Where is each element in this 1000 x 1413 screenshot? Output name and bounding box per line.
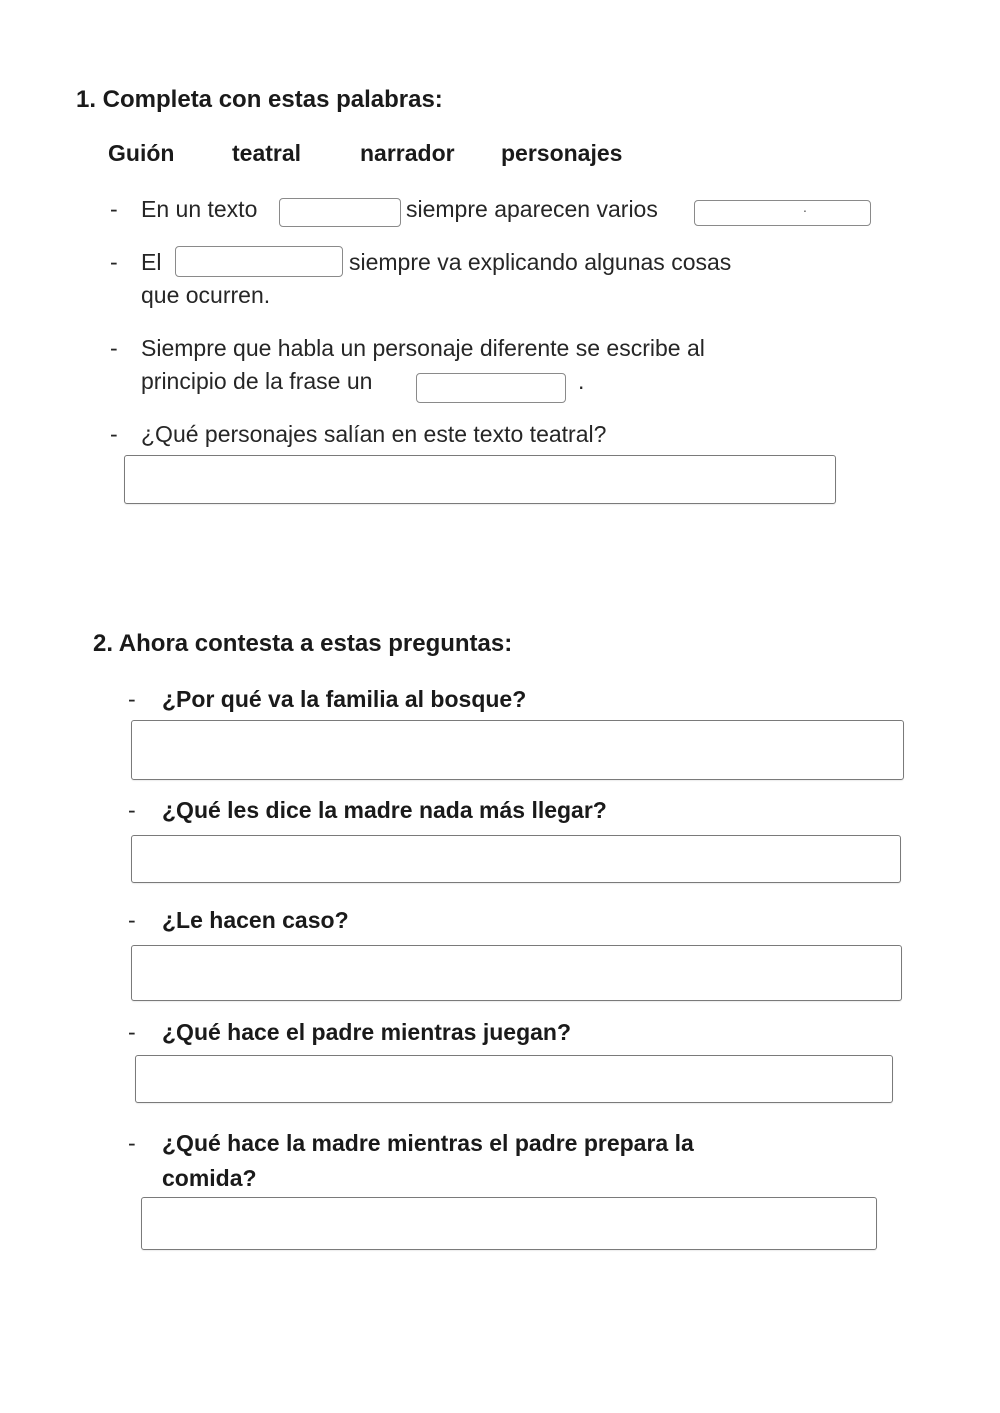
bullet-dash: -	[110, 196, 118, 222]
question-4: ¿Qué hace el padre mientras juegan?	[162, 1019, 572, 1045]
section1-question: ¿Qué personajes salían en este texto teatral?	[141, 421, 607, 447]
blank-input-1[interactable]	[279, 198, 401, 227]
bullet-dash: -	[110, 335, 118, 361]
answer-input-5[interactable]	[141, 1197, 877, 1250]
sentence1-part2: siempre aparecen varios	[406, 196, 658, 222]
bullet-dash: -	[128, 1019, 136, 1045]
bullet-dash: -	[128, 1130, 136, 1156]
question-3: ¿Le hacen caso?	[162, 907, 349, 933]
bullet-dash: -	[128, 797, 136, 823]
answer-input-characters[interactable]	[124, 455, 836, 504]
word-teatral: teatral	[232, 140, 302, 166]
word-guion: Guión	[108, 140, 175, 166]
word-personajes: personajes	[501, 140, 623, 166]
answer-input-2[interactable]	[131, 835, 901, 883]
answer-input-1[interactable]	[131, 720, 904, 780]
bullet-dash: -	[110, 421, 118, 447]
sentence3-part2: principio de la frase un	[141, 368, 373, 394]
word-narrador: narrador	[360, 140, 455, 166]
bullet-dash: -	[128, 686, 136, 712]
sentence2-part3: que ocurren.	[141, 282, 271, 308]
sentence2-part1: El	[141, 249, 162, 275]
sentence3-part1: Siempre que habla un personaje diferente se escribe al	[141, 335, 705, 361]
answer-input-4[interactable]	[135, 1055, 893, 1103]
question-1: ¿Por qué va la familia al bosque?	[162, 686, 527, 712]
blank-mark: .	[803, 199, 807, 215]
blank-input-3[interactable]	[175, 246, 343, 277]
bullet-dash: -	[128, 907, 136, 933]
question-5-line1: ¿Qué hace la madre mientras el padre prepara la	[162, 1130, 694, 1156]
question-5-line2: comida?	[162, 1165, 257, 1191]
sentence2-part2: siempre va explicando algunas cosas	[349, 249, 732, 275]
section2-heading: 2. Ahora contesta a estas preguntas:	[93, 630, 513, 657]
answer-input-3[interactable]	[131, 945, 902, 1001]
sentence1-part1: En un texto	[141, 196, 258, 222]
question-2: ¿Qué les dice la madre nada más llegar?	[162, 797, 607, 823]
blank-input-4[interactable]	[416, 373, 566, 403]
section1-heading: 1. Completa con estas palabras:	[76, 86, 443, 113]
blank-input-2[interactable]	[694, 200, 871, 226]
bullet-dash: -	[110, 249, 118, 275]
sentence3-end: .	[578, 368, 585, 394]
